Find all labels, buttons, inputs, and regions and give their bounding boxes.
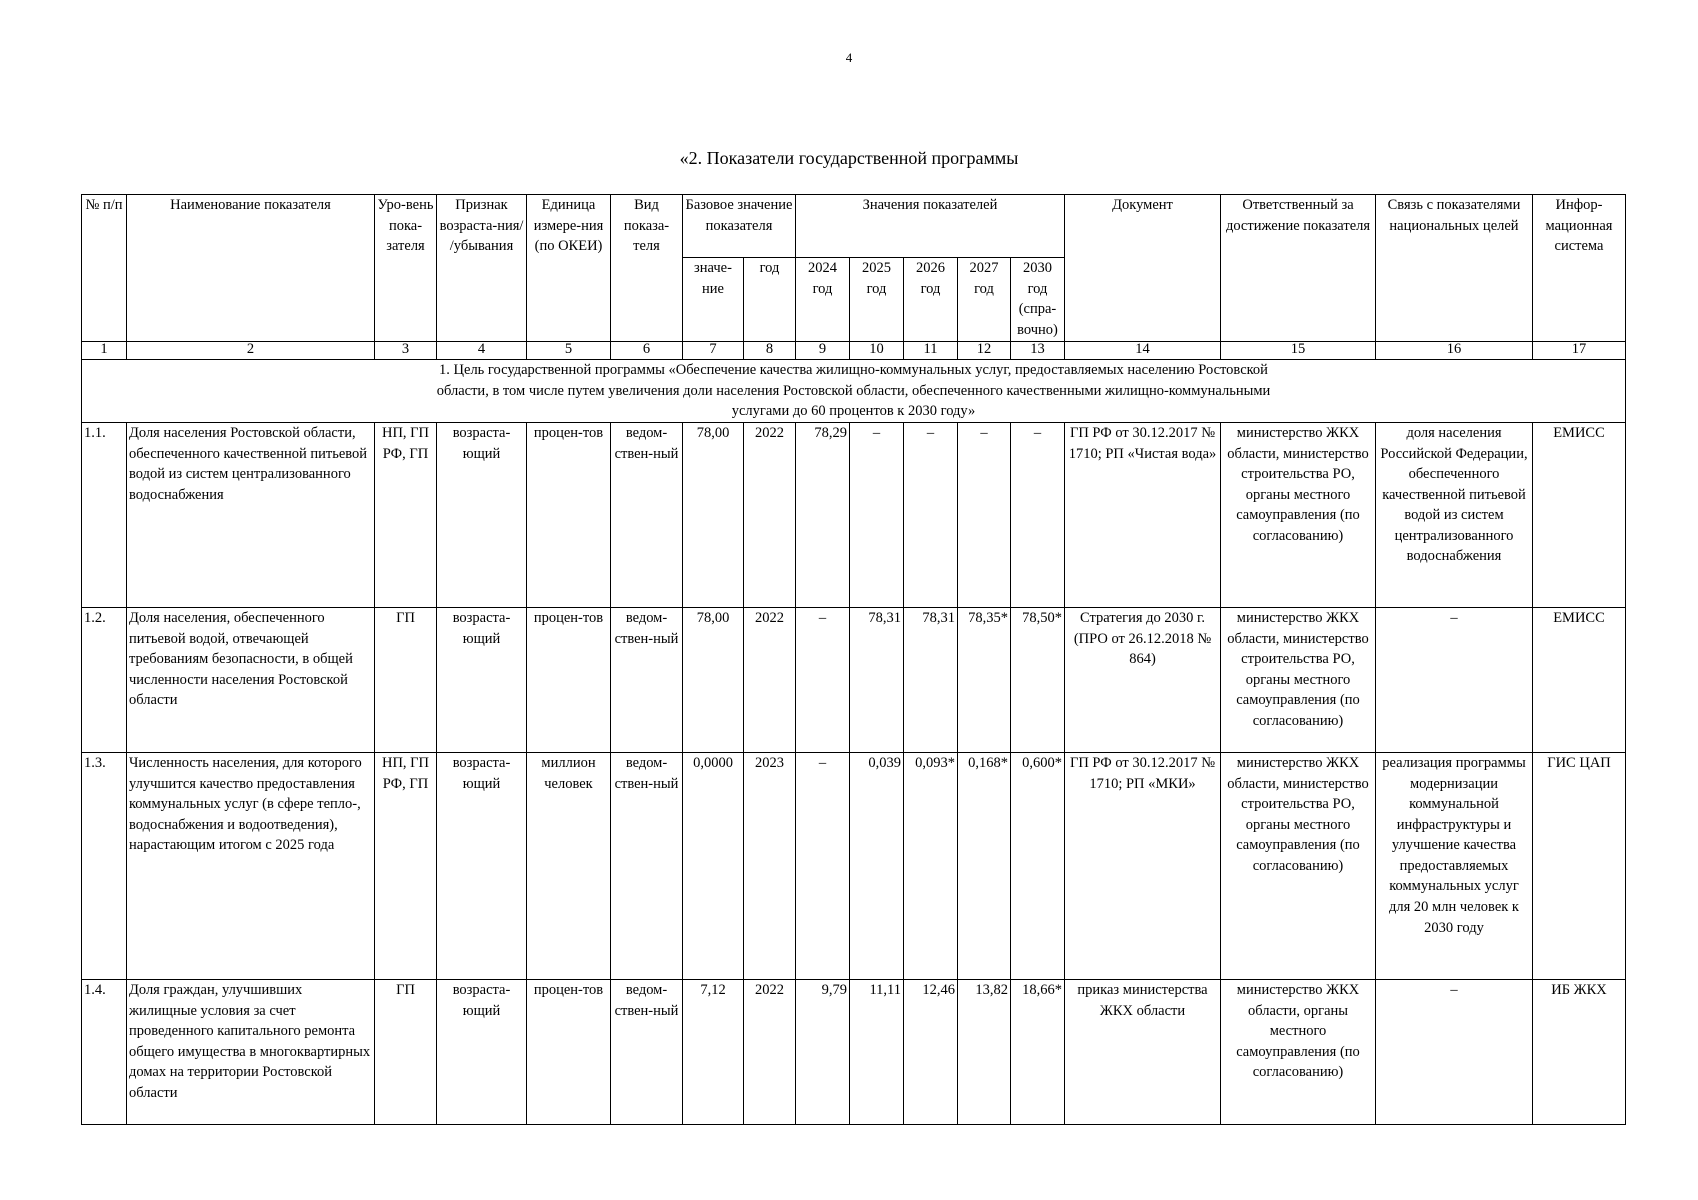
header-y2027: 2027 год: [958, 258, 1011, 342]
row-v2026: 78,31: [904, 608, 958, 753]
header-unit: Единица измере-ния (по ОКЕИ): [527, 195, 611, 342]
row-base-value: 7,12: [683, 980, 744, 1125]
row-v2024: –: [796, 753, 850, 980]
row-v2026: –: [904, 423, 958, 608]
row-system: ЕМИСС: [1533, 608, 1626, 753]
row-level: ГП: [375, 980, 437, 1125]
header-level: Уро-вень пока-зателя: [375, 195, 437, 342]
row-name: Доля граждан, улучшивших жилищные условия за счет проведенного капитального ремонта общего имущества в многоквартирных домах на территории Ростовской области: [127, 980, 375, 1125]
row-num: 1.1.: [82, 423, 127, 608]
row-v2030: 18,66*: [1011, 980, 1065, 1125]
row-system: ГИС ЦАП: [1533, 753, 1626, 980]
row-v2027: 13,82: [958, 980, 1011, 1125]
row-v2025: 11,11: [850, 980, 904, 1125]
header-system: Инфор-мационная система: [1533, 195, 1626, 342]
header-row-1: [82, 195, 1626, 258]
row-v2024: –: [796, 608, 850, 753]
row-v2024: 78,29: [796, 423, 850, 608]
row-v2025: –: [850, 423, 904, 608]
row-base-year: 2022: [744, 423, 796, 608]
row-document: Стратегия до 2030 г. (ПРО от 26.12.2018 № 864): [1065, 608, 1221, 753]
row-unit: процен-тов: [527, 980, 611, 1125]
table-row: [82, 753, 1626, 980]
row-v2024: 9,79: [796, 980, 850, 1125]
table-row: [82, 423, 1626, 608]
row-name: Доля населения, обеспеченного питьевой водой, отвечающей требованиям безопасности, в общей численности населения Ростовской области: [127, 608, 375, 753]
col-number: 7: [683, 342, 744, 360]
row-responsible: министерство ЖКХ области, министерство строительства РО, органы местного самоуправления (по согласованию): [1221, 423, 1376, 608]
row-link: доля населения Российской Федерации, обеспеченного качественной питьевой водой из систем централизованного водоснабжения: [1376, 423, 1533, 608]
header-y2024: 2024 год: [796, 258, 850, 342]
header-trend: Признак возраста-ния/ /убывания: [437, 195, 527, 342]
col-number: 5: [527, 342, 611, 360]
row-num: 1.3.: [82, 753, 127, 980]
row-level: НП, ГП РФ, ГП: [375, 753, 437, 980]
col-number: 15: [1221, 342, 1376, 360]
row-responsible: министерство ЖКХ области, органы местного самоуправления (по согласованию): [1221, 980, 1376, 1125]
goal-text: 1. Цель государственной программы «Обеспечение качества жилищно-коммунальных услуг, предоставляемых населению Ростовской области, в том числе путем увеличения доли населения Ростовской области, обеспеченного качественными жилищно-коммунальными услугами до 60 процентов к 2030 году»: [82, 360, 1626, 423]
col-number: 14: [1065, 342, 1221, 360]
row-document: приказ министерства ЖКХ области: [1065, 980, 1221, 1125]
row-unit: процен-тов: [527, 608, 611, 753]
col-number: 8: [744, 342, 796, 360]
col-number: 2: [127, 342, 375, 360]
col-number: 17: [1533, 342, 1626, 360]
row-kind: ведом-ствен-ный: [611, 980, 683, 1125]
row-v2026: 12,46: [904, 980, 958, 1125]
row-document: ГП РФ от 30.12.2017 № 1710; РП «Чистая вода»: [1065, 423, 1221, 608]
page-title: «2. Показатели государственной программы: [679, 148, 1019, 168]
row-name: Доля населения Ростовской области, обеспеченного качественной питьевой водой из систем централизованного водоснабжения: [127, 423, 375, 608]
row-trend: возраста-ющий: [437, 423, 527, 608]
header-num: № п/п: [82, 195, 127, 342]
row-v2030: 0,600*: [1011, 753, 1065, 980]
row-v2026: 0,093*: [904, 753, 958, 980]
header-y2026: 2026 год: [904, 258, 958, 342]
row-base-value: 78,00: [683, 608, 744, 753]
col-number: 1: [82, 342, 127, 360]
header-y2025: 2025 год: [850, 258, 904, 342]
row-v2027: 0,168*: [958, 753, 1011, 980]
header-values: Значения показателей: [796, 195, 1065, 258]
row-base-value: 0,0000: [683, 753, 744, 980]
row-kind: ведом-ствен-ный: [611, 608, 683, 753]
table-row: [82, 608, 1626, 753]
row-base-year: 2022: [744, 980, 796, 1125]
header-link: Связь с показателями национальных целей: [1376, 195, 1533, 342]
column-number-row: [82, 342, 1626, 360]
row-kind: ведом-ствен-ный: [611, 423, 683, 608]
row-unit: миллион человек: [527, 753, 611, 980]
header-base: Базовое значение показателя: [683, 195, 796, 258]
row-v2030: –: [1011, 423, 1065, 608]
row-trend: возраста-ющий: [437, 608, 527, 753]
row-link: –: [1376, 608, 1533, 753]
row-unit: процен-тов: [527, 423, 611, 608]
col-number: 12: [958, 342, 1011, 360]
row-num: 1.2.: [82, 608, 127, 753]
col-number: 3: [375, 342, 437, 360]
row-level: НП, ГП РФ, ГП: [375, 423, 437, 608]
goal-row: [82, 360, 1626, 423]
row-name: Численность населения, для которого улучшится качество предоставления коммунальных услуг (в сфере тепло-, водоснабжения и водоотведения), нарастающим итогом с 2025 года: [127, 753, 375, 980]
row-system: ИБ ЖКХ: [1533, 980, 1626, 1125]
row-kind: ведом-ствен-ный: [611, 753, 683, 980]
row-v2025: 0,039: [850, 753, 904, 980]
row-trend: возраста-ющий: [437, 980, 527, 1125]
row-v2027: –: [958, 423, 1011, 608]
row-responsible: министерство ЖКХ области, министерство строительства РО, органы местного самоуправления (по согласованию): [1221, 608, 1376, 753]
row-link: реализация программы модернизации коммунальной инфраструктуры и улучшение качества предоставляемых коммунальных услуг для 20 млн человек к 2030 году: [1376, 753, 1533, 980]
col-number: 10: [850, 342, 904, 360]
col-number: 13: [1011, 342, 1065, 360]
row-v2025: 78,31: [850, 608, 904, 753]
row-link: –: [1376, 980, 1533, 1125]
row-v2030: 78,50*: [1011, 608, 1065, 753]
header-base-value: значе-ние: [683, 258, 744, 342]
row-level: ГП: [375, 608, 437, 753]
row-system: ЕМИСС: [1533, 423, 1626, 608]
header-name: Наименование показателя: [127, 195, 375, 342]
row-document: ГП РФ от 30.12.2017 № 1710; РП «МКИ»: [1065, 753, 1221, 980]
row-trend: возраста-ющий: [437, 753, 527, 980]
col-number: 9: [796, 342, 850, 360]
col-number: 16: [1376, 342, 1533, 360]
header-document: Документ: [1065, 195, 1221, 342]
row-num: 1.4.: [82, 980, 127, 1125]
col-number: 6: [611, 342, 683, 360]
header-y2030: 2030 год (спра-вочно): [1011, 258, 1065, 342]
table-row: [82, 980, 1626, 1125]
row-base-value: 78,00: [683, 423, 744, 608]
col-number: 4: [437, 342, 527, 360]
header-responsible: Ответственный за достижение показателя: [1221, 195, 1376, 342]
row-base-year: 2023: [744, 753, 796, 980]
page-number: 4: [845, 50, 853, 65]
indicators-table: [81, 194, 1626, 1125]
row-v2027: 78,35*: [958, 608, 1011, 753]
header-base-year: год: [744, 258, 796, 342]
col-number: 11: [904, 342, 958, 360]
row-responsible: министерство ЖКХ области, министерство строительства РО, органы местного самоуправления (по согласованию): [1221, 753, 1376, 980]
header-kind: Вид показа-теля: [611, 195, 683, 342]
row-base-year: 2022: [744, 608, 796, 753]
